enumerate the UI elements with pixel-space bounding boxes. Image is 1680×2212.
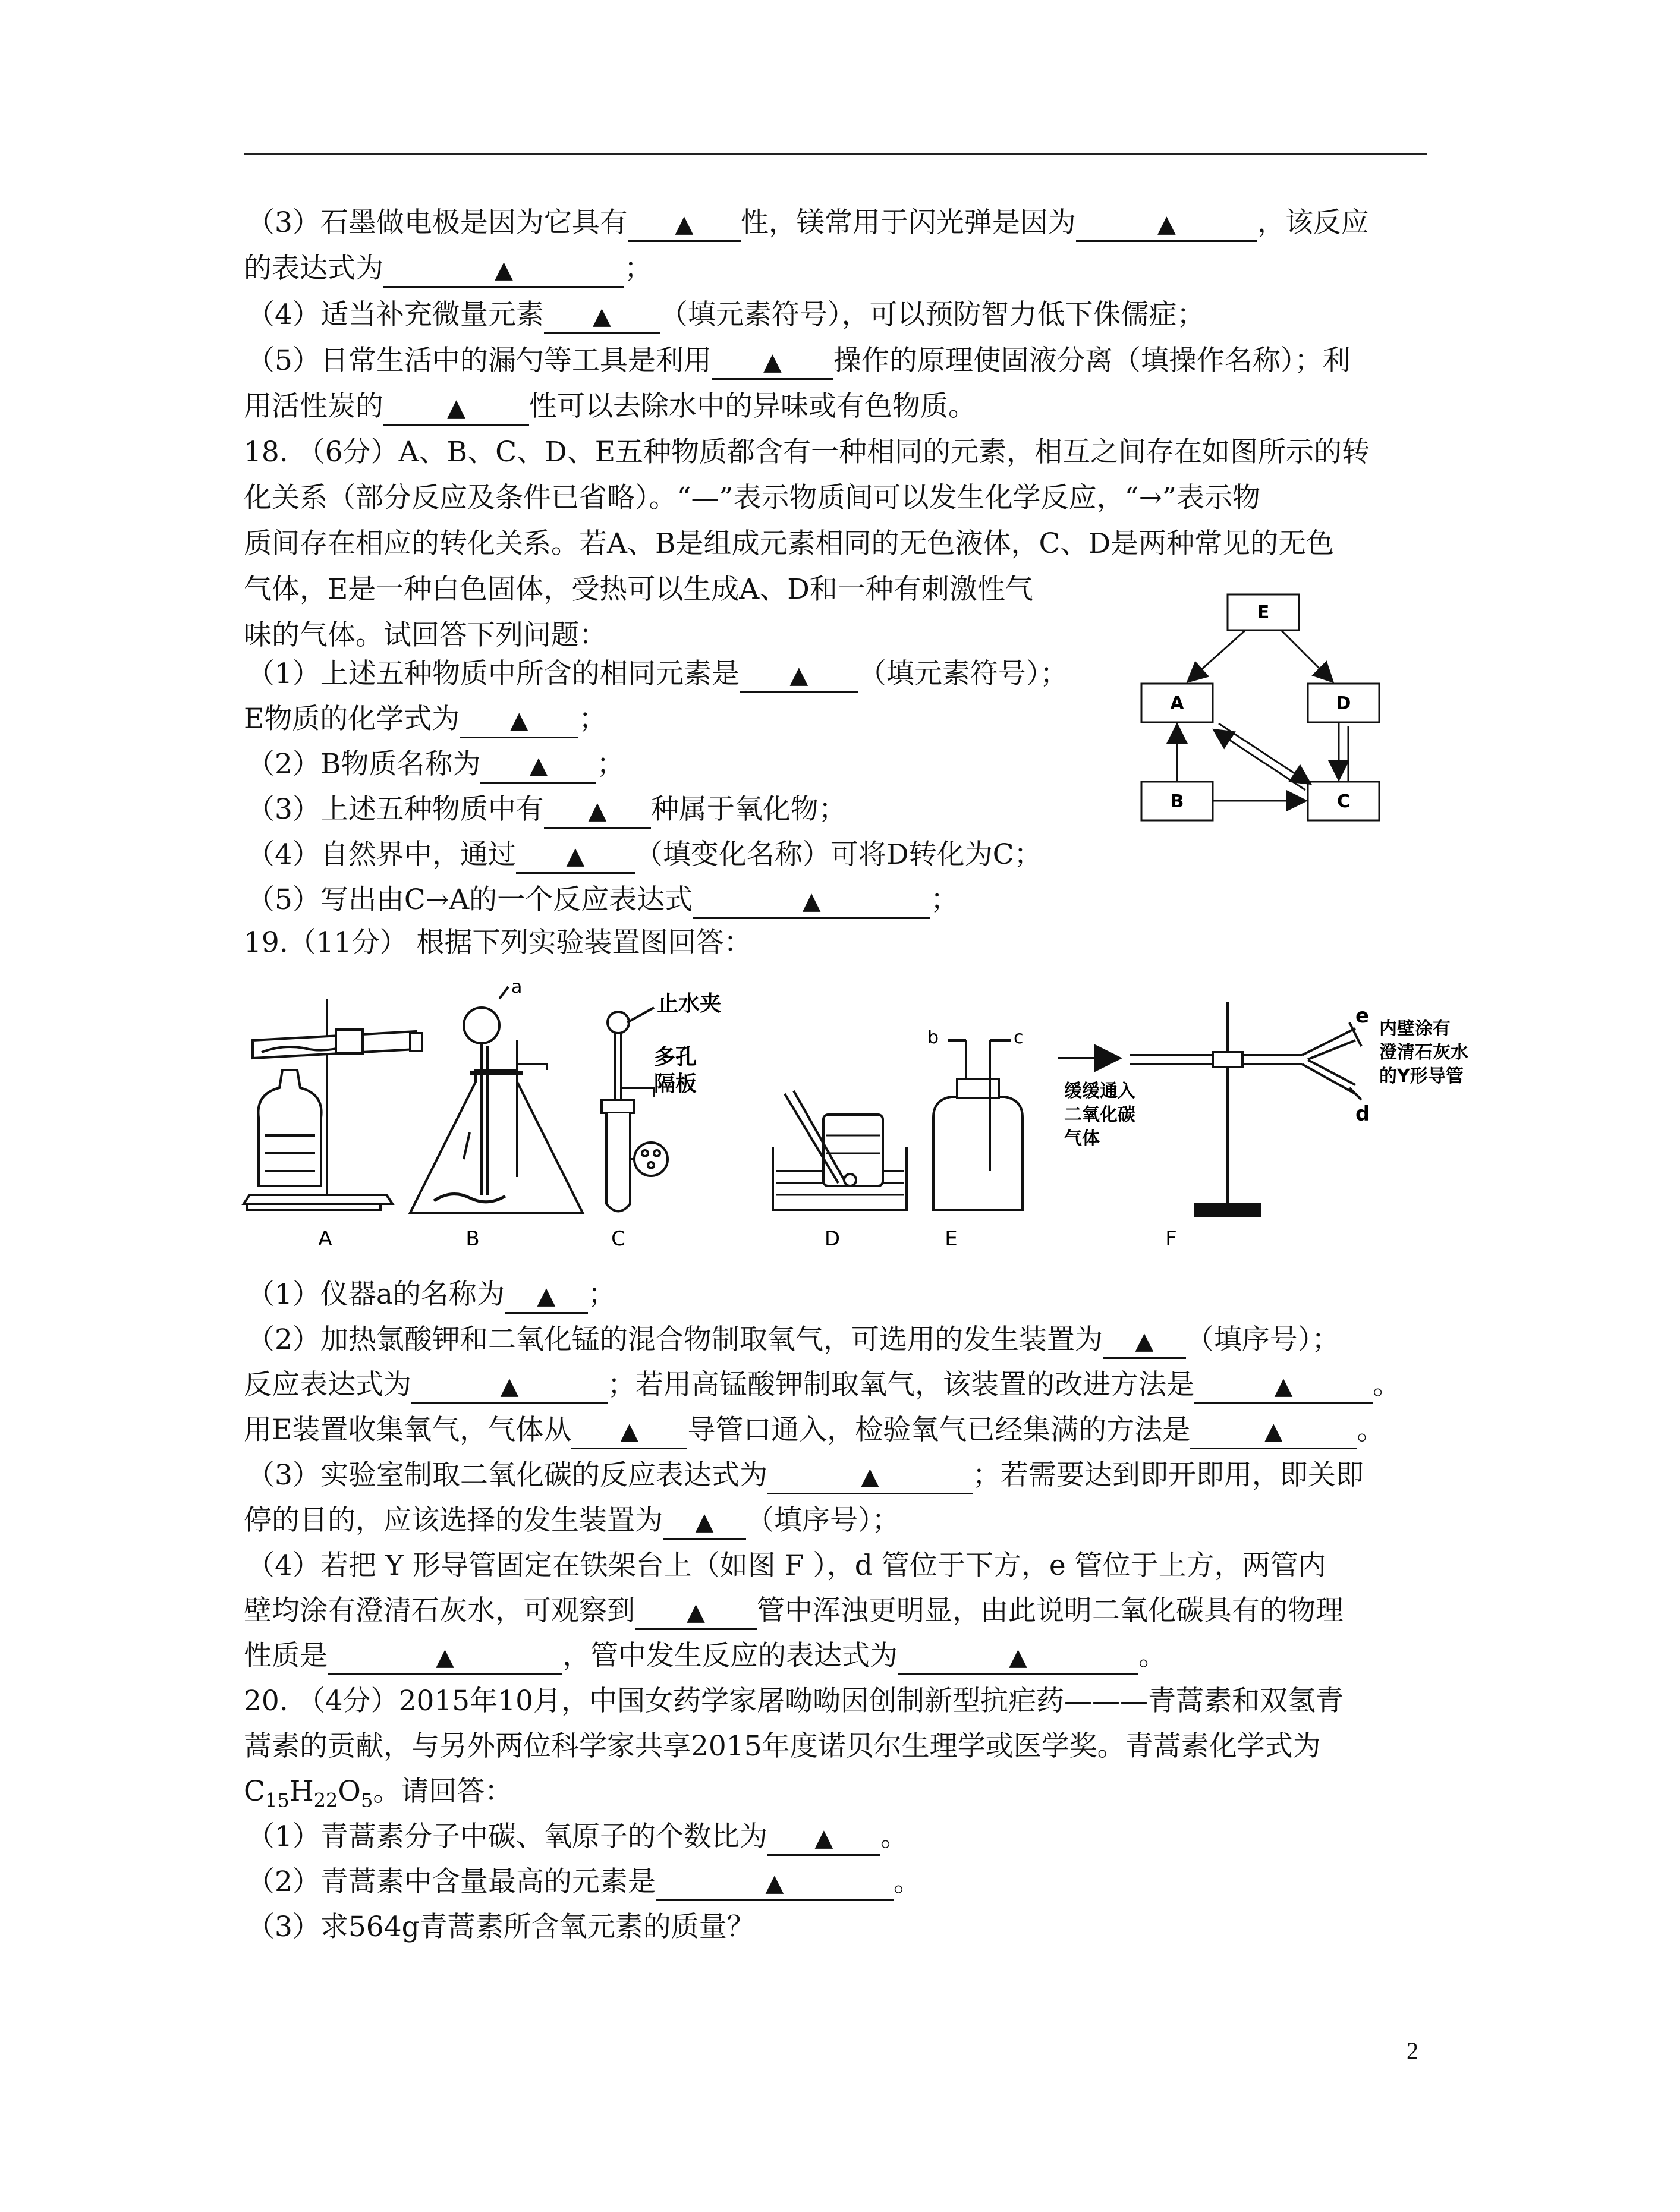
svg-text:二氧化碳: 二氧化碳	[1064, 1105, 1135, 1125]
q19-sub-2c: 用E装置收集氧气，气体从 ▲ 导管口通入，检验氧气已经集满的方法是 ▲ 。	[244, 1412, 1385, 1449]
svg-text:D: D	[824, 1227, 841, 1251]
svg-text:F: F	[1165, 1227, 1177, 1251]
svg-text:止水夹: 止水夹	[657, 992, 722, 1016]
page-number: 2	[1407, 2037, 1418, 2064]
svg-text:E: E	[1257, 602, 1270, 623]
apparatus-B	[410, 987, 583, 1213]
svg-text:c: c	[1014, 1027, 1024, 1048]
svg-text:B: B	[1170, 791, 1184, 812]
svg-text:a: a	[511, 977, 523, 998]
svg-text:的Y形导管: 的Y形导管	[1379, 1066, 1464, 1087]
svg-text:A: A	[1170, 693, 1184, 714]
svg-text:C: C	[1336, 791, 1351, 812]
q20-sub-1: （1）青蒿素分子中碳、氧原子的个数比为 ▲ 。	[247, 1819, 908, 1856]
svg-text:缓缓通入: 缓缓通入	[1064, 1081, 1135, 1102]
svg-text:A: A	[318, 1227, 332, 1251]
apparatus-E	[933, 1040, 1023, 1210]
q19-sub-2: （2）加热氯酸钾和二氧化锰的混合物制取氧气，可选用的发生装置为 ▲ （填序号）；	[247, 1322, 1339, 1359]
formula: $C_{15}H_{22}O_5$	[244, 1775, 373, 1812]
q17-line-4: （5）日常生活中的漏勺等工具是利用 ▲ 操作的原理使固液分离（填操作名称）；利	[247, 343, 1350, 380]
q17-line-5: 用活性炭的 ▲ 性可以去除水中的异味或有色物质。	[244, 389, 976, 426]
svg-text:内壁涂有: 内壁涂有	[1379, 1018, 1451, 1039]
q18-relation-diagram	[1130, 586, 1403, 835]
svg-text:b: b	[927, 1027, 939, 1048]
q17-line-3: （4）适当补充微量元素 ▲ （填元素符号），可以预防智力低下侏儒症；	[247, 297, 1204, 334]
q17-line-2: 的表达式为 ▲ ；	[244, 251, 652, 288]
svg-text:e: e	[1355, 1004, 1370, 1028]
q18-line-3: 质间存在相应的转化关系。若A、B是组成元素相同的无色液体，C、D是两种常见的无色	[244, 527, 1335, 560]
q18-line-2: 化关系（部分反应及条件已省略）。“—”表示物质间可以发生化学反应，“→”表示物	[244, 482, 1260, 514]
q18-line-1: 18. （6分）A、B、C、D、E五种物质都含有一种相同的元素，相互之间存在如图所示的转	[244, 436, 1370, 468]
q18-line-4: 气体，E是一种白色固体，受热可以生成A、D和一种有刺激性气	[244, 573, 1033, 606]
svg-text:B: B	[465, 1227, 480, 1251]
q17-line-1: （3）石墨做电极是因为它具有 ▲ 性，镁常用于闪光弹是因为 ▲ ，该反应	[247, 205, 1369, 242]
svg-text:多孔: 多孔	[654, 1045, 697, 1069]
apparatus-A	[244, 999, 422, 1210]
q20-line-3: $C_{15}H_{22}O_5$。请回答：	[244, 1775, 513, 1812]
q19-sub-4: （4）若把 Y 形导管固定在铁架台上（如图 F ），d 管位于下方，e 管位于上方，两管内	[247, 1549, 1326, 1582]
svg-text:澄清石灰水: 澄清石灰水	[1379, 1042, 1468, 1063]
q20-sub-3: （3）求564g青蒿素所含氧元素的质量？	[247, 1911, 755, 1943]
q18-sub-2: （2）B物质名称为 ▲ ；	[247, 747, 624, 784]
svg-text:d: d	[1355, 1102, 1370, 1126]
q19-apparatus-figure	[238, 975, 1468, 1260]
svg-text:隔板: 隔板	[654, 1072, 697, 1096]
q18-sub-3: （3）上述五种物质中有 ▲ 种属于氧化物；	[247, 792, 847, 829]
apparatus-C	[602, 1008, 668, 1212]
q18-line-5: 味的气体。试回答下列问题：	[244, 619, 607, 652]
q19-sub-2b: 反应表达式为 ▲ ；若用高锰酸钾制取氧气，该装置的改进方法是 ▲ 。	[244, 1367, 1401, 1404]
svg-text:气体: 气体	[1064, 1128, 1100, 1149]
q18-sub-1b: E物质的化学式为 ▲ ；	[244, 701, 606, 738]
q19-sub-3: （3）实验室制取二氧化碳的反应表达式为 ▲ ；若需要达到即开即用，即关即	[247, 1458, 1364, 1494]
header-rule	[244, 153, 1427, 155]
q18-sub-1: （1）上述五种物质中所含的相同元素是 ▲ （填元素符号）；	[247, 656, 1068, 693]
q18-sub-4: （4）自然界中，通过 ▲ （填变化名称）可将D转化为C；	[247, 837, 1042, 874]
svg-text:C: C	[611, 1227, 625, 1251]
q19-title: 19.（11分） 根据下列实验装置图回答：	[244, 926, 752, 959]
apparatus-D	[773, 1091, 907, 1210]
q20-line-2: 蒿素的贡献，与另外两位科学家共享2015年度诺贝尔生理学或医学奖。青蒿素化学式为	[244, 1730, 1321, 1763]
q19-sub-4b: 壁均涂有澄清石灰水，可观察到 ▲ 管中浑浊更明显，由此说明二氧化碳具有的物理	[244, 1593, 1344, 1630]
q19-sub-4c: 性质是 ▲ ，管中发生反应的表达式为 ▲ 。	[244, 1638, 1166, 1675]
q19-sub-3b: 停的目的，应该选择的发生装置为 ▲ （填序号）；	[244, 1503, 900, 1540]
svg-text:D: D	[1336, 693, 1351, 714]
q18-sub-5: （5）写出由C→A的一个反应表达式 ▲ ；	[247, 882, 958, 919]
svg-text:E: E	[945, 1227, 958, 1251]
q20-line-1: 20. （4分）2015年10月，中国女药学家屠呦呦因创制新型抗疟药———青蒿素和双氢青	[244, 1685, 1344, 1717]
q20-sub-2: （2）青蒿素中含量最高的元素是 ▲ 。	[247, 1864, 921, 1901]
q19-sub-1: （1）仪器a的名称为 ▲ ；	[247, 1277, 616, 1314]
